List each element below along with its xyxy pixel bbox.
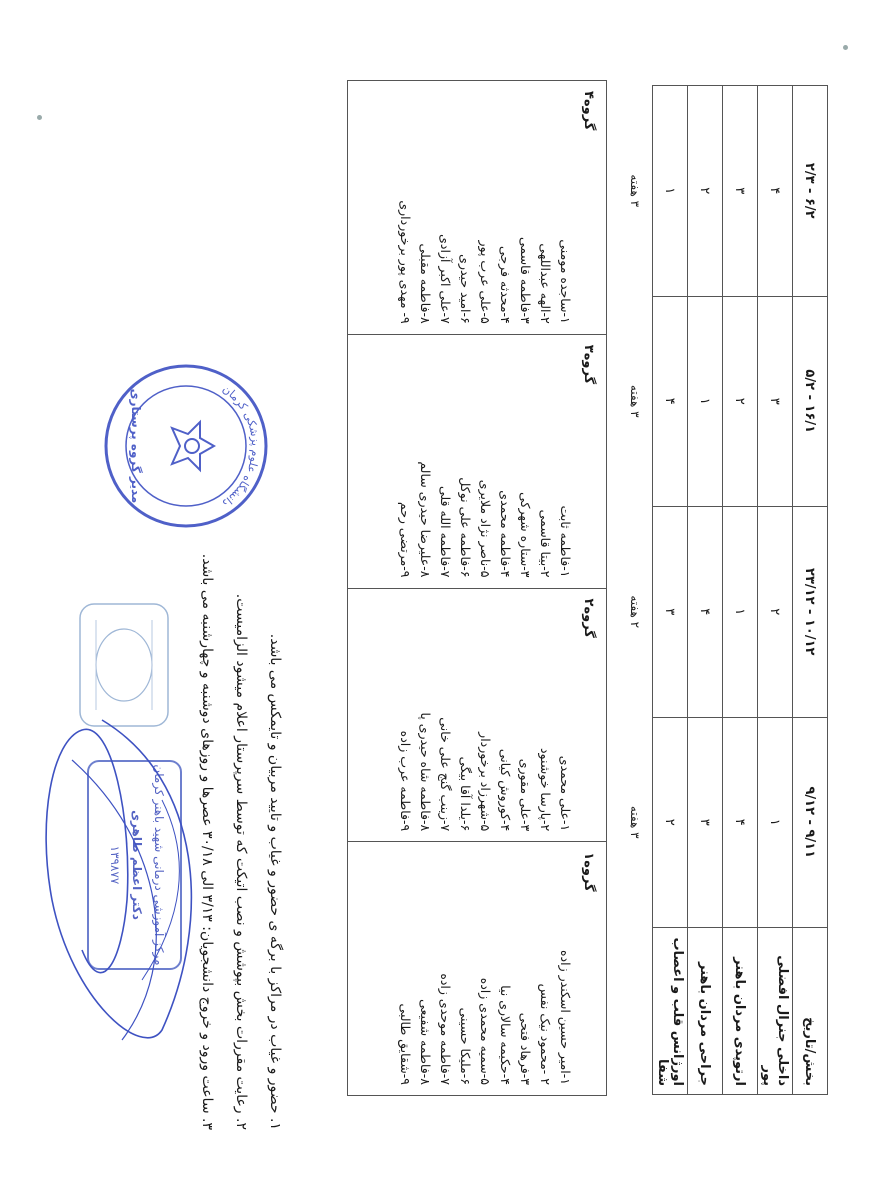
group-number: ۲ bbox=[723, 296, 758, 507]
group-member: ۹-مرتضی رحم bbox=[398, 501, 413, 578]
group-number: ۳ bbox=[723, 86, 758, 297]
rotation-schedule-table bbox=[618, 85, 828, 1095]
group-member: ۹- مهدی پور برخورداری bbox=[398, 200, 413, 324]
group-member: ۴-حکیمه سالاری نیا bbox=[498, 985, 513, 1085]
group-member: ۱-علی محمدی bbox=[558, 755, 573, 832]
schedule-row bbox=[688, 86, 723, 1095]
group-member: ۸-فاطمه شاه حیدری پا bbox=[418, 712, 433, 832]
group-member: ۶-یلدا آقا بیگی bbox=[458, 756, 473, 832]
group-member: ۱-فاطمه ثابت bbox=[558, 505, 573, 578]
group-member: ۷-فاطمه موحدی زاده bbox=[438, 973, 453, 1085]
schedule-date: ۱۶/۱ - ۵/۲ bbox=[793, 296, 828, 507]
group-member: ۲ -محمود نیک نفس bbox=[538, 983, 553, 1085]
ward-label: داخلی جنرال افضلی پور bbox=[758, 928, 793, 1095]
stamp-line: مرکز آموزشی درمانی شهید باهنر کرمان bbox=[152, 764, 166, 966]
stamp-line: ۱۳۹۸۷۷ bbox=[108, 845, 122, 885]
round-stamp-text: دانشگاه علوم پزشکی کرمان bbox=[220, 382, 263, 510]
group-member: ۶-امید حیدری bbox=[458, 254, 473, 324]
group-member: ۴-کوروش کیانی bbox=[498, 748, 513, 832]
group-member: ۷-زینب گنج علی خانی bbox=[438, 717, 453, 832]
student-groups-table bbox=[347, 80, 607, 1096]
group-member: ۵-سمیه محمدی زاده bbox=[478, 977, 493, 1085]
group-member: ۱-امیر حسین اسکندر زاده bbox=[558, 950, 573, 1085]
group-member: ۶-فاطمه علی نوکل bbox=[458, 477, 473, 578]
group-number: ۱ bbox=[688, 296, 723, 507]
group-member: ۲-پارسا خوشنود bbox=[538, 747, 553, 832]
group-member: ۳-فرهاد فتحی bbox=[518, 1012, 533, 1085]
schedule-date: ۱۰/۱۲ - ۲۳/۱۲ bbox=[793, 507, 828, 718]
group-member: ۴-فاطمه محمدی bbox=[498, 490, 513, 578]
group-member: ۱-ساجده مومنی bbox=[558, 239, 573, 324]
group-member: ۶-ملیکا حسینی bbox=[458, 1007, 473, 1085]
group-member: ۹-فاطمه عرب زاده bbox=[398, 730, 413, 832]
group-cell bbox=[348, 842, 607, 1096]
schedule-date: ۶/۲ - ۲/۳ bbox=[793, 86, 828, 297]
group-number: ۳ bbox=[653, 507, 688, 718]
group-title: گروه۱ bbox=[581, 852, 596, 892]
group-number: ۴ bbox=[688, 507, 723, 718]
handwritten-signature bbox=[22, 700, 222, 1060]
week-count: ۳ هفته bbox=[628, 805, 642, 839]
department-round-stamp bbox=[100, 360, 272, 532]
round-stamp-bottom-text: مدیر گروه پرستاری bbox=[129, 388, 143, 504]
group-member: ۳-فاطمه قاسمی bbox=[518, 236, 533, 324]
group-member: ۲-بیتا قاسمی bbox=[538, 509, 553, 578]
group-number: ۴ bbox=[723, 717, 758, 928]
stamp-line: دکتر اعظم طاهری bbox=[130, 810, 144, 920]
group-member: ۳-ستاره شهرکی bbox=[518, 492, 533, 578]
week-count: ۳ هفته bbox=[628, 384, 642, 418]
group-member: ۸-علیرضا حیدری سالم bbox=[418, 461, 433, 578]
note-line: ۳. ساعت ورود و خروج دانشجویان: ۳/۱۳ الی ۳۰/۱۸ عصرها و روزهای دوشنبه و چهارشنبه می باشد. bbox=[199, 553, 215, 1130]
scan-speck bbox=[843, 45, 848, 50]
group-member: ۴-محدثه فرجی bbox=[498, 246, 513, 324]
group-number: ۲ bbox=[653, 717, 688, 928]
schedule-row bbox=[723, 86, 758, 1095]
group-title: گروه۴ bbox=[581, 91, 596, 131]
group-cell bbox=[348, 334, 607, 588]
group-member: ۷-علی اکبر آزادی bbox=[438, 234, 453, 324]
group-number: ۳ bbox=[688, 717, 723, 928]
note-line: ۲. رعایت مقررات بخش بپوشش و نصب اتیکت که توسط سرپرستار اعلام میشود الزامیست. bbox=[233, 593, 249, 1130]
group-number: ۱ bbox=[758, 717, 793, 928]
ward-label: ارتوپدی مردان باهنر bbox=[723, 928, 758, 1095]
note-line: ۱. حضور و غیاب در مراکز با برگه ی حضور و غیاب و تایید مربیان و تایمکس می باشد. bbox=[267, 633, 283, 1130]
group-number: ۴ bbox=[758, 86, 793, 297]
week-count: ۲ هفته bbox=[628, 595, 642, 629]
group-member: ۲-الهه عبداللهی bbox=[538, 243, 553, 324]
group-member: ۵-شهرزاد برخوردار bbox=[478, 732, 493, 832]
group-title: گروه۲ bbox=[581, 598, 596, 638]
group-number: ۴ bbox=[653, 296, 688, 507]
group-member: ۵-ناصر نژاد ملایری bbox=[478, 479, 493, 578]
ward-label: اورژانس قلب و اعصاب شفا bbox=[653, 928, 688, 1095]
group-member: ۸-فاطمه مقبلی bbox=[418, 243, 433, 324]
group-cell bbox=[348, 588, 607, 842]
group-title: گروه۳ bbox=[581, 344, 596, 385]
schedule-row bbox=[758, 86, 793, 1095]
schedule-header-label: بخش/تاریخ bbox=[793, 928, 828, 1095]
schedule-date: ۹/۱۱ - ۹/۱۲ bbox=[793, 717, 828, 928]
group-number: ۲ bbox=[688, 86, 723, 297]
group-number: ۱ bbox=[723, 507, 758, 718]
group-member: ۵-علی عرب پور bbox=[478, 240, 493, 324]
schedule-header-row bbox=[793, 86, 828, 1095]
group-member: ۳-علی مقوری bbox=[518, 758, 533, 832]
ward-label: جراحی مردان باهنر bbox=[688, 928, 723, 1095]
group-number: ۱ bbox=[653, 86, 688, 297]
group-cell bbox=[348, 81, 607, 335]
week-count-row bbox=[618, 86, 653, 1095]
week-count: ۳ هفته bbox=[628, 174, 642, 208]
group-number: ۲ bbox=[758, 507, 793, 718]
group-member: ۹-شقایق طالبی bbox=[398, 1003, 413, 1085]
group-member: ۷-فاطمه الله قلی bbox=[438, 486, 453, 578]
group-number: ۳ bbox=[758, 296, 793, 507]
schedule-row bbox=[653, 86, 688, 1095]
scan-speck bbox=[37, 115, 42, 120]
groups-row bbox=[348, 81, 607, 1096]
group-member: ۸-فاطمه شفیعی bbox=[418, 999, 433, 1085]
